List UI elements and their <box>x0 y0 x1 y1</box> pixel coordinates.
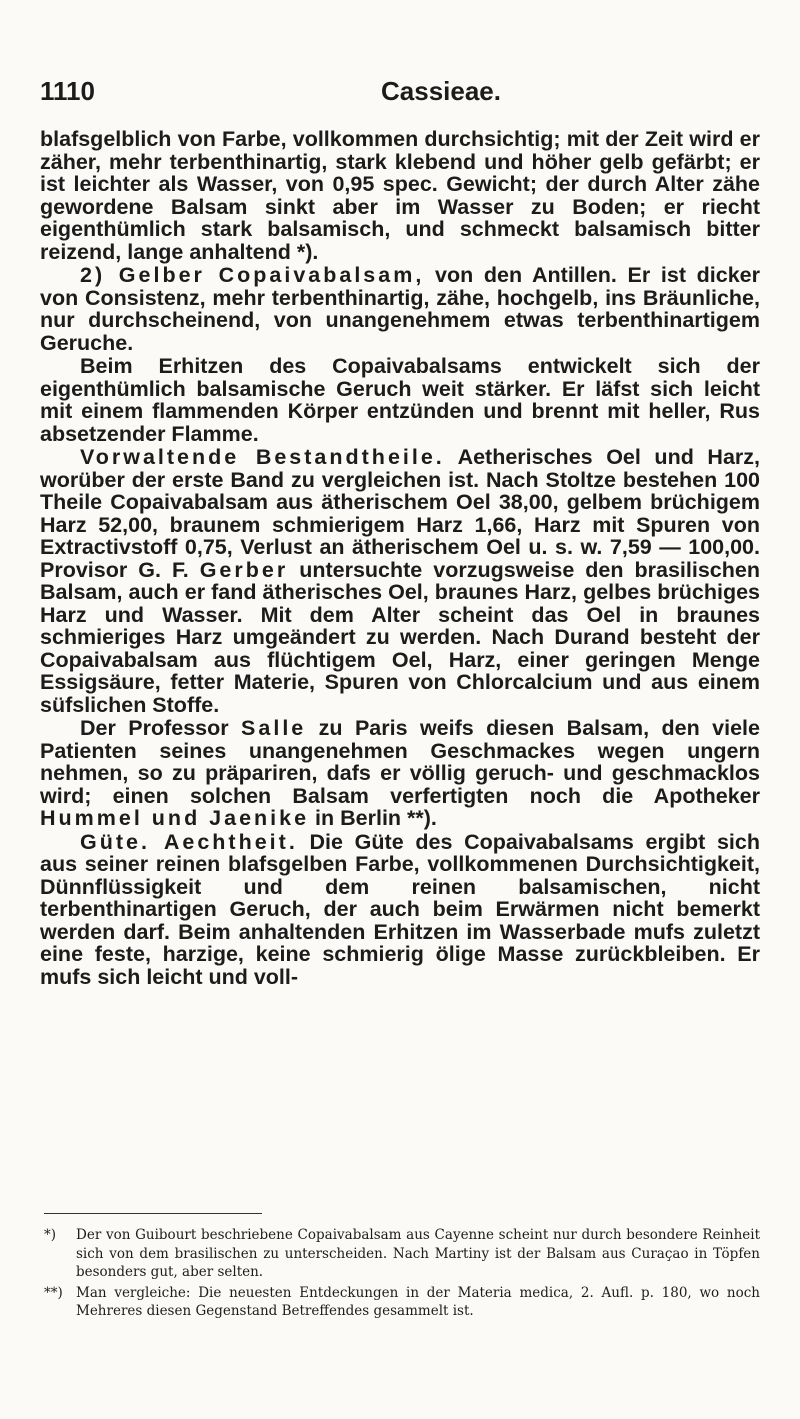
paragraph-5 <box>40 717 760 830</box>
paragraph-5-text-a: Der Professor <box>80 716 242 740</box>
footnote-1-mark: *) <box>44 1227 57 1243</box>
footnote-2-text: Man vergleiche: Die neuesten Entdeckungen in der Materia medica, 2. Aufl. p. 180, wo noch Mehreres diesen Gegenstand Betreffendes gesammelt ist. <box>76 1284 760 1319</box>
body-text <box>40 128 760 989</box>
footnote-1-text: Der von Guibourt beschriebene Copaivabalsam aus Cayenne scheint nur durch besondere Reinheit sich von dem brasilischen zu unterscheiden. Nach Martiny ist der Balsam aus Curaçao in Töpfen besonders gut, aber selten. <box>76 1227 760 1280</box>
paragraph-5-names: Hummel und Jaenike <box>40 806 310 830</box>
paragraph-6 <box>40 831 760 989</box>
paragraph-4-lead: Vorwaltende Bestandtheile. <box>80 445 445 469</box>
paragraph-4-text-a: Aetherisches Oel und Harz, worüber der erste Band zu vergleichen ist. Nach Stoltze bestehen 100 Theile Copaivabalsam aus ätherischem Oel 38,00, gelbem brüchigem Harz 52,00, braunem schmierigem Harz 1,66, Harz mit Spuren von Extractivstoff 0,75, Verlust an ätherischem Oel u. s. w. 7,59 — 100,00. Provisor G. F. <box>40 445 760 582</box>
paragraph-2 <box>40 264 760 354</box>
paragraph-5-text-c: in Berlin **). <box>309 806 437 830</box>
paragraph-1: blafsgelblich von Farbe, vollkommen durchsichtig; mit der Zeit wird er zäher, mehr terbenthinartig, stark klebend und höher gelb gefärbt; er ist leichter als Wasser, von 0,95 spec. Gewicht; der durch Alter zähe gewordene Balsam sinkt aber im Wasser zu Boden; er riecht eigenthümlich stark balsamisch, und schmeckt balsamisch bitter reizend, lange anhaltend *). <box>40 127 760 264</box>
footnotes <box>44 1226 760 1323</box>
paragraph-6-text: Die Güte des Copaivabalsams ergibt sich aus seiner reinen blafsgelben Farbe, vollkommenen Durchsichtigkeit, Dünnflüssigkeit und dem reinen balsamischen, nicht terbenthinartigen Geruch, der auch beim Erwärmen nicht bemerkt werden darf. Beim anhaltenden Erhitzen im Wasserbade mufs zuletzt eine feste, harzige, keine schmierig ölige Masse zurückbleiben. Er mufs sich leicht und voll- <box>40 829 760 989</box>
paragraph-4-name: Gerber <box>199 557 289 582</box>
footnote-1 <box>44 1226 760 1282</box>
paragraph-4-text-b: untersuchte vorzugsweise den brasilischen Balsam, auch er fand ätherisches Oel, braunes Harz, gelbes brüchiges Harz und Wasser. Mit dem Alter scheint das Oel in braunes schmieriges Harz umgeändert zu werden. Nach Durand besteht der Copaivabalsam aus flüchtigem Oel, Harz, einer geringen Menge Essigsäure, fetter Materie, Spuren von Chlorcalcium und aus einem süfslichen Stoffe. <box>40 557 760 717</box>
paragraph-3: Beim Erhitzen des Copaivabalsams entwickelt sich der eigenthümlich balsamische Geruch weit stärker. Er läfst sich leicht mit einem flammenden Körper entzünden und brennt mit heller, Rus absetzender Flamme. <box>40 354 760 446</box>
paragraph-6-lead: Güte. Aechtheit. <box>80 829 298 854</box>
paragraph-5-text-b: zu Paris weifs diesen Balsam, den viele Patienten seines unangenehmen Geschmackes wegen ungern nehmen, so zu präpariren, dafs er völlig geruch- und geschmacklos wird; einen solchen Balsam verfertigten noch die Apotheker <box>40 716 760 808</box>
paragraph-4 <box>40 446 760 716</box>
page-header <box>40 76 760 110</box>
paragraph-5-name: Salle <box>241 716 307 740</box>
page-number: 1110 <box>40 76 95 106</box>
paragraph-2-text: von den Antillen. Er ist dicker von Consistenz, mehr terbenthinartig, zähe, hochgelb, ins Bräunliche, nur durchscheinend, von unangenehmem etwas terbenthinartigem Geruche. <box>40 263 761 355</box>
footnote-2-mark: **) <box>44 1284 63 1301</box>
running-title: Cassieae. <box>381 76 501 106</box>
footnote-2 <box>44 1284 760 1321</box>
footnote-divider <box>44 1213 262 1214</box>
paragraph-2-lead: 2) Gelber Copaivabalsam, <box>80 263 425 287</box>
